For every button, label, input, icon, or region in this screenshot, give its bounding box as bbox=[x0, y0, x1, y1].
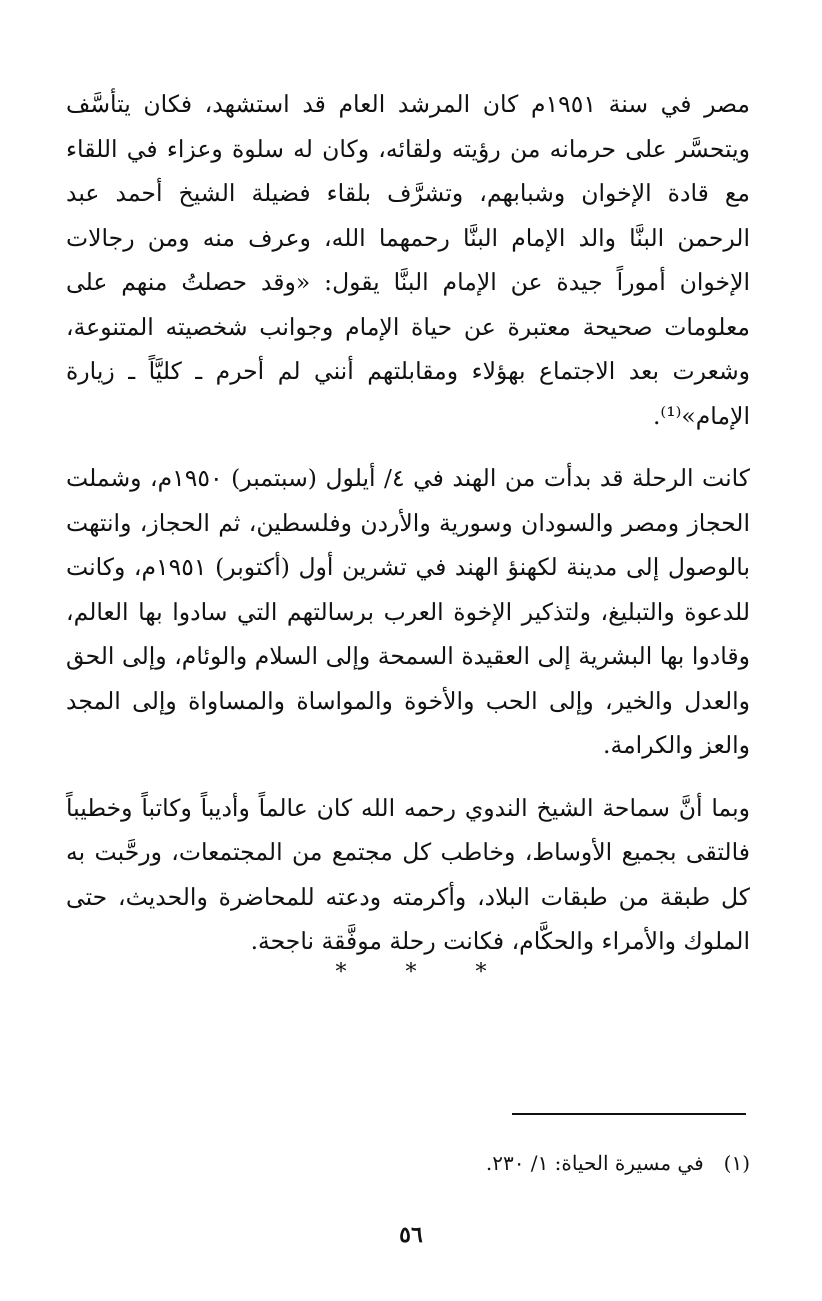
separator-star: * bbox=[475, 960, 487, 985]
footnote bbox=[150, 1148, 750, 1178]
footnote-rule bbox=[512, 1113, 746, 1115]
paragraph-2: كانت الرحلة قد بدأت من الهند في ٤/ أيلول (سبتمبر) ١٩٥٠م، وشملت الحجاز ومصر والسودان وسورية والأردن وفلسطين، ثم الحجاز، وانتهت بالوصول إلى مدينة لكهنؤ الهند في تشرين أول (أكتوبر) ١٩٥١م، وكانت للدعوة والتبليغ، ولتذكير الإخوة العرب برسالتهم التي سادوا بها العالم، وقادوا بها البشرية إلى العقيدة السمحة وإلى السلام والوئام، وإلى الحق والعدل والخير، وإلى الحب والأخوة والمواساة والمساواة وإلى المجد والعز والكرامة. bbox=[66, 464, 750, 759]
section-separator bbox=[0, 960, 822, 985]
separator-star: * bbox=[405, 960, 417, 985]
page-body bbox=[66, 82, 750, 964]
page-number: ٥٦ bbox=[399, 1222, 423, 1248]
separator-star: * bbox=[335, 960, 347, 985]
footnote-number: (١) bbox=[723, 1151, 750, 1175]
paragraph-1: مصر في سنة ١٩٥١م كان المرشد العام قد استشهد، فكان يتأسَّف ويتحسَّر على حرمانه من رؤيته ولقائه، وكان له سلوة وعزاء في اللقاء مع قادة الإخوان وشبابهم، وتشرَّف بلقاء فضيلة الشيخ أحمد عبد الرحمن البنَّا والد الإمام البنَّا رحمهما الله، وعرف منه ومن رجالات الإخوان أموراً جيدة عن الإمام البنَّا يقول: «وقد حصلتُ منهم على معلومات صحيحة معتبرة عن حياة الإمام وجوانب شخصيته المتنوعة، وشعرت بعد الاجتماع بهؤلاء ومقابلتهم أنني لم أحرم ـ كليَّاً ـ زيارة الإمام»⁽¹⁾. bbox=[66, 90, 751, 430]
footnote-text: في مسيرة الحياة: ١/ ٢٣٠. bbox=[485, 1151, 704, 1175]
paragraph-3: وبما أنَّ سماحة الشيخ الندوي رحمه الله كان عالماً وأديباً وكاتباً وخطيباً فالتقى بجميع الأوساط، وخاطب كل مجتمع من المجتمعات، ورحَّبت به كل طبقة من طبقات البلاد، وأكرمته ودعته للمحاضرة والحديث، حتى الملوك والأمراء والحكَّام، فكانت رحلة موفَّقة ناجحة. bbox=[66, 793, 750, 955]
